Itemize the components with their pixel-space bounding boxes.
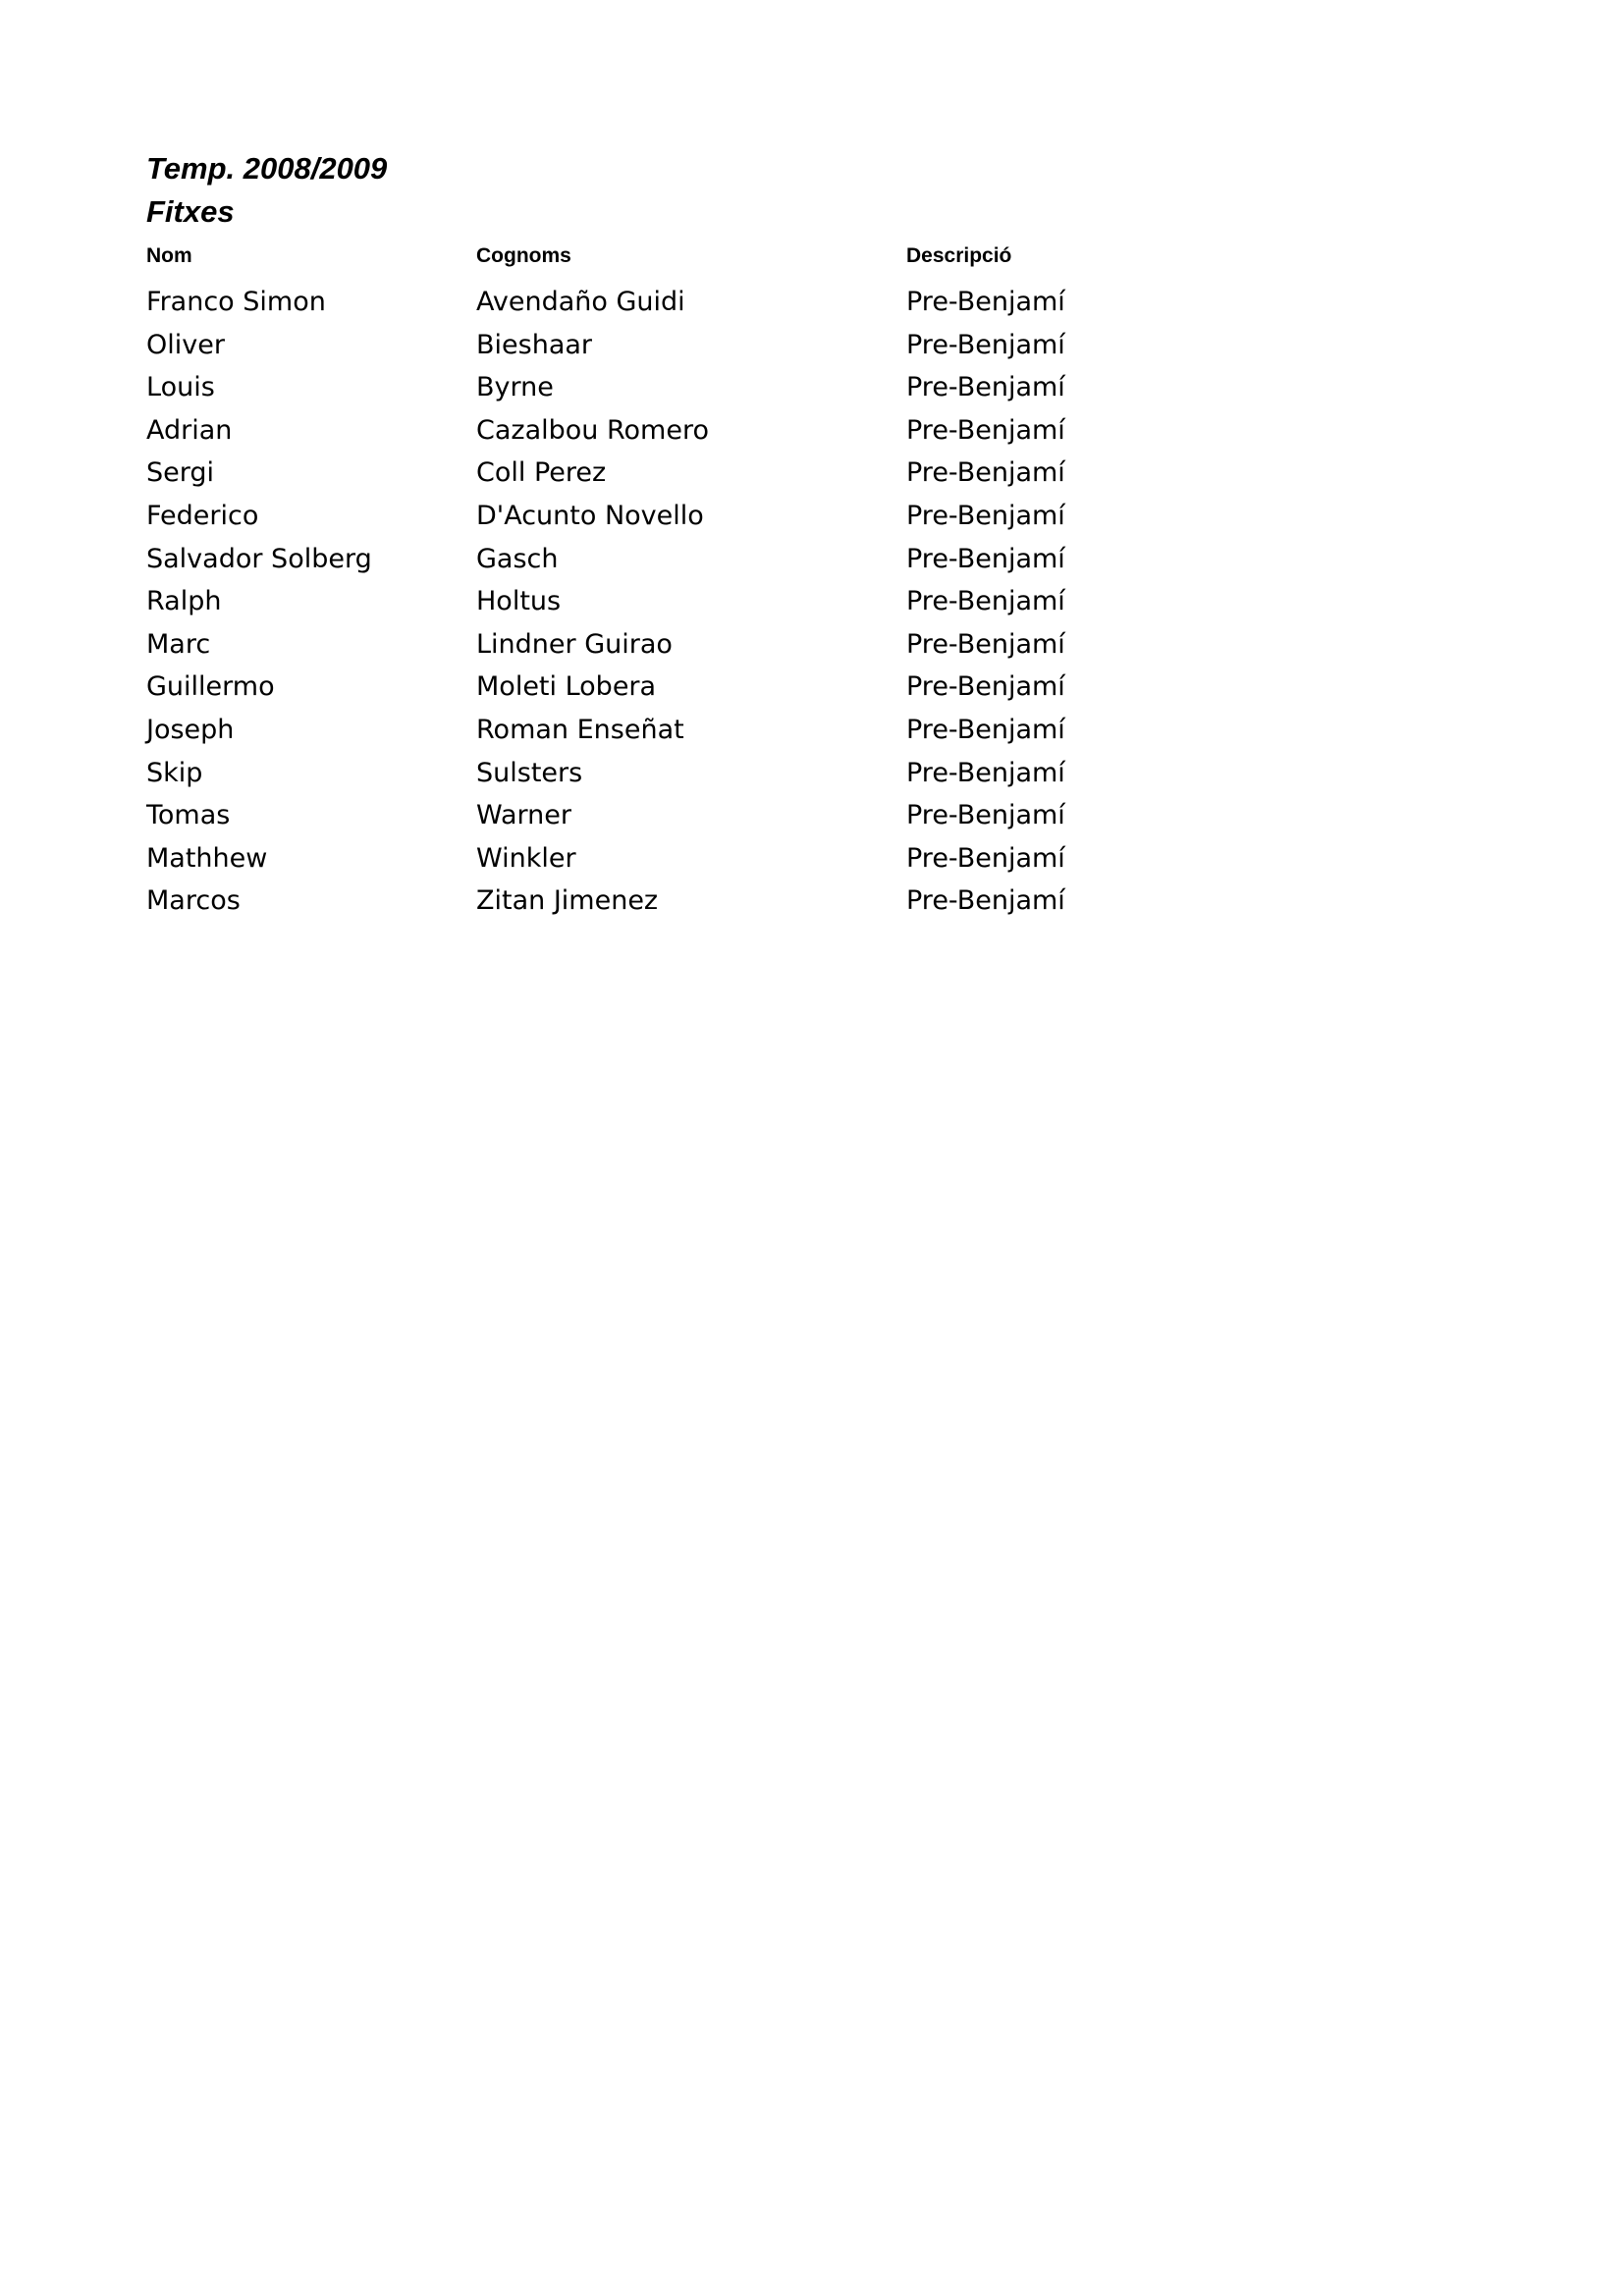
- cell-nom: Salvador Solberg: [146, 543, 372, 574]
- cell-descripcio: Pre-Benjamí: [906, 543, 1065, 574]
- cell-nom: Federico: [146, 500, 259, 531]
- cell-nom: Louis: [146, 372, 215, 403]
- header-cognoms: Cognoms: [476, 244, 571, 267]
- cell-cognoms: Bieshaar: [476, 329, 593, 360]
- cell-descripcio: Pre-Benjamí: [906, 414, 1065, 446]
- cell-cognoms: Cazalbou Romero: [476, 414, 709, 446]
- cell-nom: Mathhew: [146, 842, 268, 874]
- cell-cognoms: Roman Enseñat: [476, 714, 684, 745]
- cell-cognoms: Byrne: [476, 372, 554, 403]
- cell-descripcio: Pre-Benjamí: [906, 457, 1065, 489]
- cell-nom: Adrian: [146, 414, 233, 446]
- cell-descripcio: Pre-Benjamí: [906, 500, 1065, 531]
- cell-nom: Skip: [146, 757, 203, 788]
- cell-nom: Marc: [146, 628, 211, 660]
- cell-cognoms: Warner: [476, 800, 571, 831]
- cell-descripcio: Pre-Benjamí: [906, 671, 1065, 703]
- cell-descripcio: Pre-Benjamí: [906, 586, 1065, 617]
- cell-nom: Guillermo: [146, 671, 275, 703]
- cell-descripcio: Pre-Benjamí: [906, 842, 1065, 874]
- cell-descripcio: Pre-Benjamí: [906, 885, 1065, 917]
- cell-descripcio: Pre-Benjamí: [906, 800, 1065, 831]
- cell-cognoms: Lindner Guirao: [476, 628, 673, 660]
- cell-nom: Franco Simon: [146, 287, 326, 317]
- cell-cognoms: Moleti Lobera: [476, 671, 657, 703]
- cell-descripcio: Pre-Benjamí: [906, 714, 1065, 745]
- cell-nom: Joseph: [146, 714, 235, 745]
- cell-nom: Marcos: [146, 885, 241, 917]
- cell-nom: Ralph: [146, 586, 222, 617]
- cell-cognoms: Avendaño Guidi: [476, 287, 685, 317]
- title-block: [146, 147, 387, 234]
- cell-cognoms: Sulsters: [476, 757, 583, 788]
- header-descripcio: Descripció: [906, 244, 1012, 267]
- header-nom: Nom: [146, 244, 192, 267]
- cell-cognoms: Holtus: [476, 586, 562, 617]
- season-title: Temp. 2008/2009: [146, 151, 388, 186]
- cell-cognoms: Coll Perez: [476, 457, 607, 489]
- cell-descripcio: Pre-Benjamí: [906, 628, 1065, 660]
- cell-descripcio: Pre-Benjamí: [906, 757, 1065, 788]
- cell-cognoms: Gasch: [476, 543, 559, 574]
- cell-descripcio: Pre-Benjamí: [906, 329, 1065, 360]
- cell-cognoms: Zitan Jimenez: [476, 885, 659, 917]
- cell-nom: Oliver: [146, 329, 225, 360]
- cell-nom: Tomas: [146, 800, 231, 831]
- cell-descripcio: Pre-Benjamí: [906, 372, 1065, 403]
- page-subtitle: Fitxes: [146, 194, 235, 229]
- cell-cognoms: D'Acunto Novello: [476, 500, 704, 531]
- cell-descripcio: Pre-Benjamí: [906, 287, 1065, 317]
- cell-nom: Sergi: [146, 457, 215, 489]
- cell-cognoms: Winkler: [476, 842, 576, 874]
